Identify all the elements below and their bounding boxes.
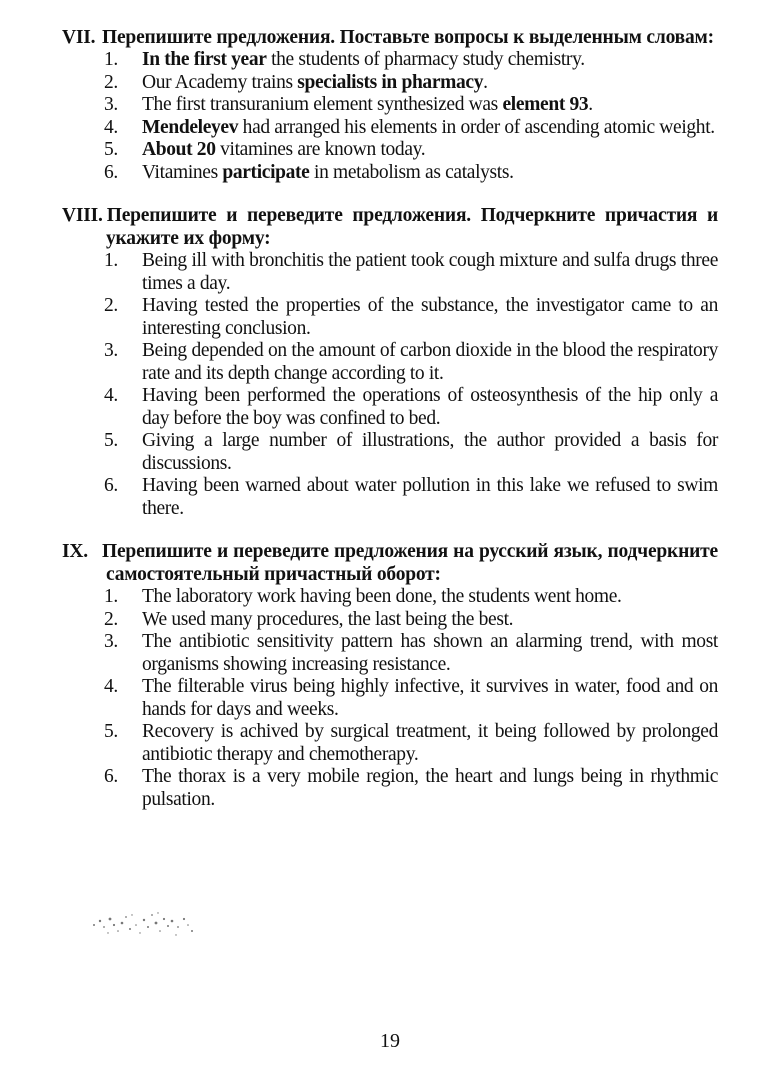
sentence-text: Recovery is achived by surgical treatment, it being followed by prolonged antibiotic therapy and chemotherapy. — [142, 721, 718, 765]
scan-smudge — [88, 905, 208, 945]
sentence-text: the students of pharmacy study chemistry. — [266, 49, 585, 70]
sentence-text: Giving a large number of illustrations, the author provided a basis for discussions. — [142, 430, 718, 474]
item-number: 1. — [104, 250, 118, 271]
list-item — [62, 385, 718, 430]
list-item — [62, 162, 718, 185]
list-item — [62, 631, 718, 676]
section-instruction: Перепишите и переведите предложения на русский язык, подчеркните самостоятельный причастный оборот: — [102, 541, 718, 585]
section-instruction: Перепишите предложения. Поставьте вопросы к выделенным словам: — [102, 27, 714, 48]
item-number: 2. — [104, 608, 118, 630]
highlighted-phrase: Mendeleyev — [142, 116, 239, 138]
item-number: 3. — [104, 631, 118, 652]
exercise-section-viii — [62, 204, 718, 520]
list-item — [62, 586, 718, 609]
sentence-text: Having been warned about water pollution in this lake we refused to swim there. — [142, 475, 718, 519]
list-item — [62, 295, 718, 340]
section-heading — [62, 204, 718, 250]
sentence-text: Being ill with bronchitis the patient took cough mixture and sulfa drugs three times a day. — [142, 250, 718, 294]
sentence-text: . — [483, 71, 488, 93]
list-item — [62, 766, 718, 811]
item-number: 6. — [104, 475, 118, 496]
highlighted-phrase: About 20 — [142, 139, 216, 160]
item-number: 6. — [104, 766, 118, 787]
sentence-text: vitamines are known today. — [215, 139, 426, 160]
sentence-list — [62, 250, 718, 520]
page-number: 19 — [380, 1030, 400, 1052]
list-item — [62, 430, 718, 475]
item-number: 1. — [104, 586, 118, 607]
list-item — [62, 49, 718, 72]
sentence-text: The filterable virus being highly infective, it survives in water, food and on hands for days and weeks. — [142, 676, 718, 720]
list-item — [62, 609, 718, 632]
section-number: VII. — [62, 27, 96, 48]
item-number: 2. — [104, 71, 118, 93]
item-number: 1. — [104, 49, 118, 70]
list-item — [62, 94, 718, 117]
list-item — [62, 250, 718, 295]
exercise-section-ix — [62, 540, 718, 811]
highlighted-phrase: specialists in pharmacy — [297, 71, 484, 93]
item-number: 5. — [104, 430, 118, 451]
list-item — [62, 117, 718, 140]
list-item — [62, 676, 718, 721]
sentence-text: We used many procedures, the last being the best. — [142, 608, 514, 630]
list-item — [62, 475, 718, 520]
sentence-text: The laboratory work having been done, the students went home. — [142, 586, 622, 607]
sentence-text: Having tested the properties of the substance, the investigator came to an interesting conclusion. — [142, 295, 718, 339]
sentence-text: Having been performed the operations of osteosynthesis of the hip only a day before the boy was confined to bed. — [142, 385, 718, 429]
highlighted-phrase: element 93 — [502, 94, 589, 115]
sentence-text: The first transuranium element synthesized was — [142, 94, 503, 115]
exercise-section-vii — [62, 26, 718, 184]
list-item — [62, 721, 718, 766]
document-page — [62, 26, 718, 831]
section-heading — [62, 540, 718, 586]
sentence-text: Our Academy trains — [142, 71, 298, 93]
section-number: IX. — [62, 541, 88, 562]
sentence-text: The thorax is a very mobile region, the heart and lungs being in rhythmic pulsation. — [142, 766, 718, 810]
item-number: 6. — [104, 161, 118, 183]
list-item — [62, 72, 718, 95]
highlighted-phrase: participate — [222, 161, 310, 183]
section-instruction: Перепишите и переведите предложения. Подчеркните причастия и укажите их форму: — [106, 205, 718, 249]
item-number: 5. — [104, 721, 118, 742]
sentence-text: Vitamines — [142, 161, 223, 183]
item-number: 4. — [104, 116, 118, 138]
item-number: 4. — [104, 385, 118, 406]
item-number: 5. — [104, 139, 118, 160]
section-number: VIII. — [62, 205, 103, 226]
list-item — [62, 340, 718, 385]
sentence-list — [62, 586, 718, 811]
list-item — [62, 139, 718, 162]
sentence-text: Being depended on the amount of carbon dioxide in the blood the respiratory rate and its depth change according to it. — [142, 340, 718, 384]
sentence-text: in metabolism as catalysts. — [309, 161, 514, 183]
item-number: 3. — [104, 94, 118, 115]
sentence-list — [62, 49, 718, 184]
sentence-text: The antibiotic sensitivity pattern has shown an alarming trend, with most organisms showing increasing resistance. — [142, 631, 718, 675]
sentence-text: . — [588, 94, 593, 115]
item-number: 2. — [104, 295, 118, 316]
highlighted-phrase: In the first year — [142, 49, 267, 70]
section-heading — [62, 26, 718, 49]
item-number: 3. — [104, 340, 118, 361]
sentence-text: had arranged his elements in order of ascending atomic weight. — [238, 116, 715, 138]
item-number: 4. — [104, 676, 118, 697]
